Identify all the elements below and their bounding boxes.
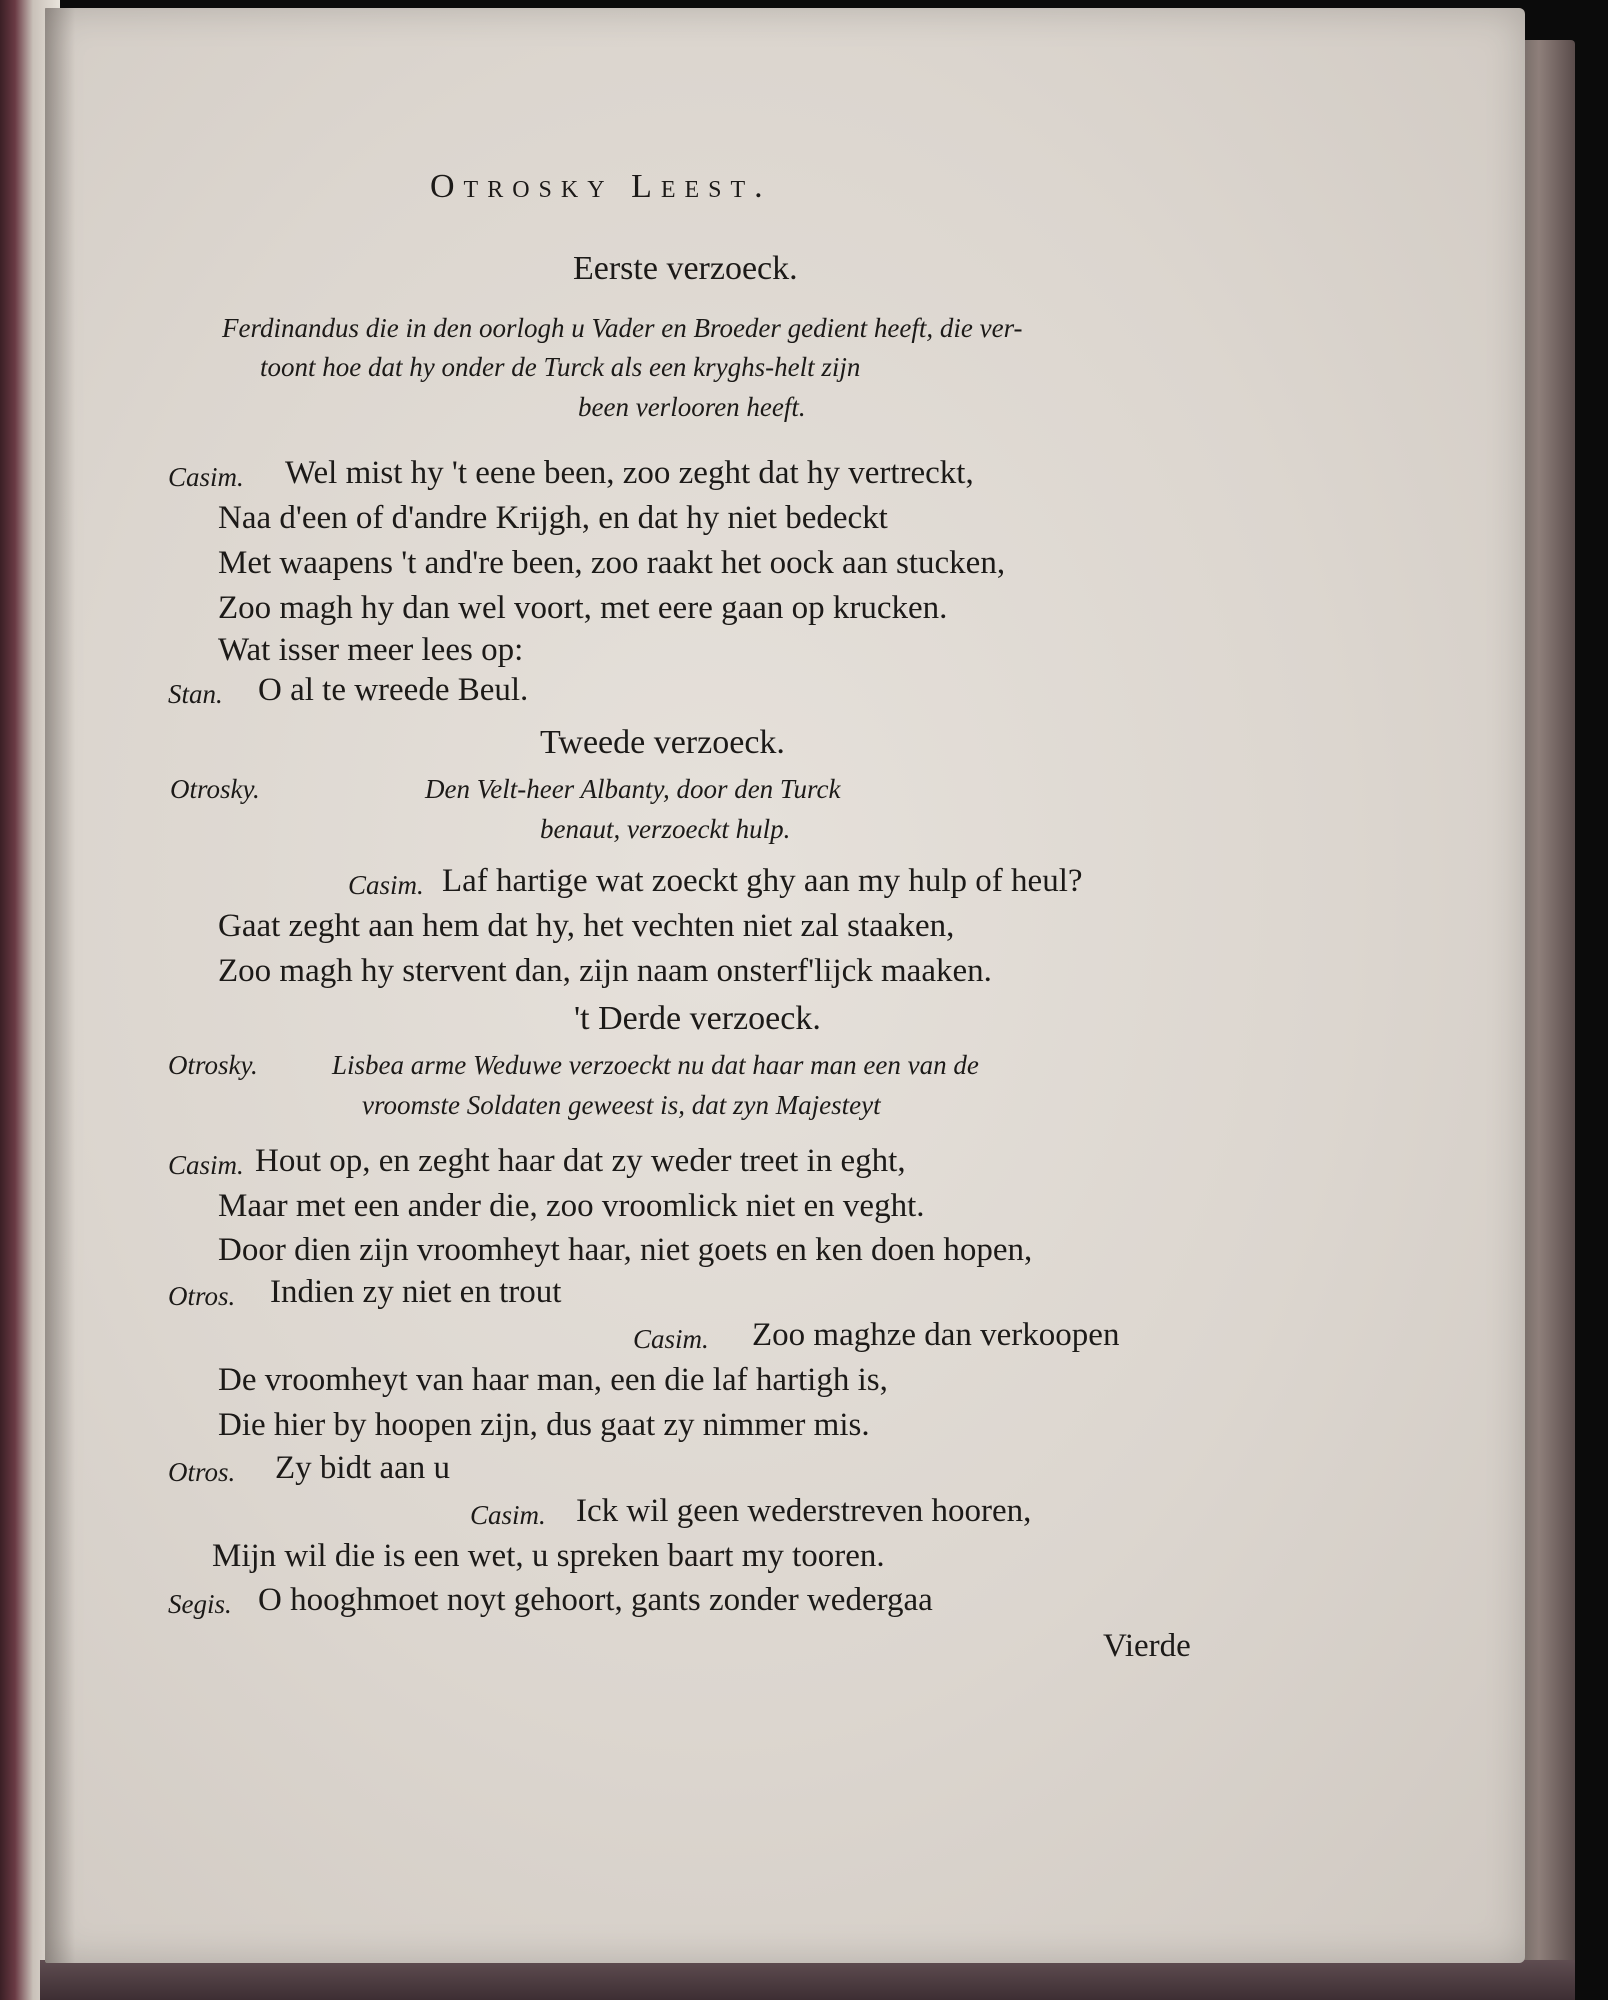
section-3-intro-line-2: vroomste Soldaten geweest is, dat zyn Majesteyt	[362, 1090, 881, 1120]
verse-line: Met waapens 't and're been, zoo raakt het oock aan stucken,	[218, 545, 1006, 581]
verse-line: Laf hartige wat zoeckt ghy aan my hulp of heul?	[442, 863, 1083, 899]
verse-line: Zy bidt aan u	[275, 1450, 451, 1486]
section-title-1: Eerste verzoeck.	[573, 250, 798, 287]
verse-line: De vroomheyt van haar man, een die laf hartigh is,	[218, 1362, 888, 1398]
verse-line: Door dien zijn vroomheyt haar, niet goets en ken doen hopen,	[218, 1232, 1033, 1268]
verse-line: Die hier by hoopen zijn, dus gaat zy nimmer mis.	[218, 1407, 870, 1443]
verse-line: Wel mist hy 't eene been, zoo zeght dat hy vertreckt,	[285, 455, 974, 491]
speaker-label: Otros.	[168, 1281, 236, 1311]
verse-line: Maar met een ander die, zoo vroomlick niet en veght.	[218, 1188, 925, 1224]
section-2-intro-line-2: benaut, verzoeckt hulp.	[540, 814, 791, 844]
speaker-label: Otrosky.	[168, 1050, 258, 1080]
section-1-intro-line-2: toont hoe dat hy onder de Turck als een kryghs-helt zijn	[260, 352, 861, 382]
speaker-label: Otrosky.	[170, 774, 260, 804]
verse-line: Zoo magh hy dan wel voort, met eere gaan op krucken.	[218, 590, 948, 626]
verse-line: O hooghmoet noyt gehoort, gants zonder wedergaa	[258, 1582, 933, 1618]
speaker-label: Otros.	[168, 1457, 236, 1487]
section-3-intro-line-1: Lisbea arme Weduwe verzoeckt nu dat haar man een van de	[332, 1050, 979, 1080]
section-1-intro-line-1: Ferdinandus die in den oorlogh u Vader en Broeder gedient heeft, die ver-	[222, 313, 1023, 343]
speaker-label: Segis.	[168, 1589, 232, 1619]
catchword: Vierde	[1103, 1628, 1191, 1664]
section-1-intro-line-3: been verlooren heeft.	[578, 392, 806, 422]
verse-line: Ick wil geen wederstreven hooren,	[576, 1493, 1032, 1529]
verse-line: O al te wreede Beul.	[258, 672, 529, 708]
running-head: Otrosky Leest.	[430, 168, 772, 205]
verse-line: Wat isser meer lees op:	[218, 632, 524, 668]
speaker-label: Casim.	[470, 1500, 546, 1530]
speaker-label: Casim.	[633, 1324, 709, 1354]
verse-line: Zoo maghze dan verkoopen	[752, 1317, 1120, 1353]
speaker-label: Casim.	[168, 1150, 244, 1180]
page-gutter-shadow	[45, 8, 75, 1963]
verse-line: Hout op, en zeght haar dat zy weder treet in eght,	[255, 1143, 906, 1179]
section-2-intro-line-1: Den Velt-heer Albanty, door den Turck	[425, 774, 841, 804]
verse-line: Mijn wil die is een wet, u spreken baart my tooren.	[212, 1538, 885, 1574]
verse-line: Gaat zeght aan hem dat hy, het vechten niet zal staaken,	[218, 908, 955, 944]
speaker-label: Casim.	[348, 870, 424, 900]
section-title-3: 't Derde verzoeck.	[574, 1000, 821, 1037]
section-title-2: Tweede verzoeck.	[540, 724, 785, 761]
verse-line: Zoo magh hy stervent dan, zijn naam onsterf'lijck maaken.	[218, 953, 992, 989]
speaker-label: Casim.	[168, 462, 244, 492]
verse-line: Indien zy niet en trout	[270, 1274, 562, 1310]
speaker-label: Stan.	[168, 679, 223, 709]
book-cover-bottom	[40, 1960, 1575, 2000]
verse-line: Naa d'een of d'andre Krijgh, en dat hy niet bedeckt	[218, 500, 888, 536]
